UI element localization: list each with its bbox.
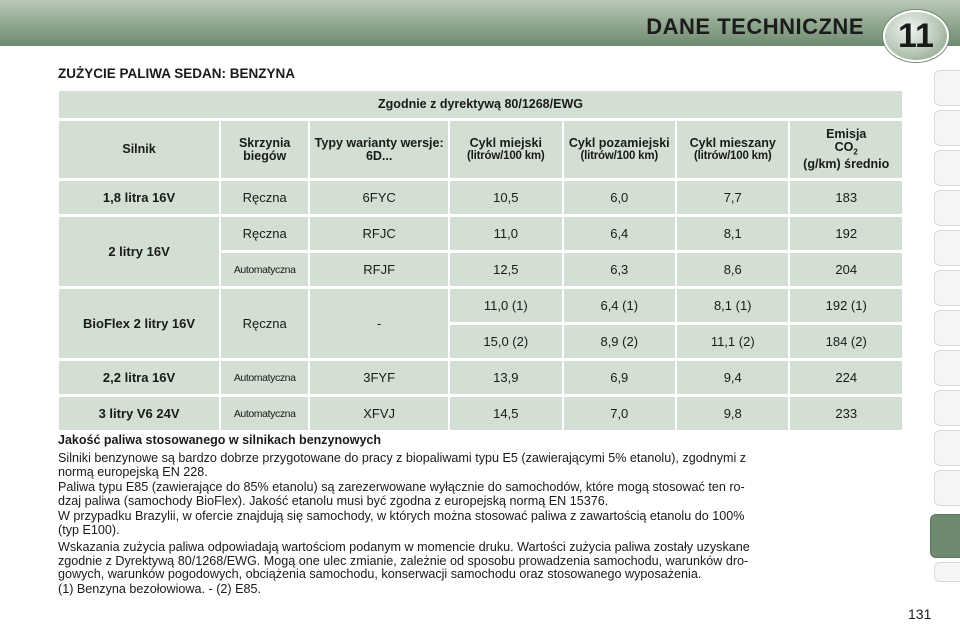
table-header-row [59, 121, 902, 178]
co2-cell: 233 [790, 397, 902, 430]
variant-cell: XFVJ [310, 397, 448, 430]
paragraph-brazil: W przypadku Brazylii, w ofercie znajdują się samochody, w których można stosować paliwa z zawartością etanolu do 100% (typ E100). [58, 509, 745, 537]
section-title: ZUŻYCIE PALIWA SEDAN: BENZYNA [58, 66, 296, 81]
combined-cell: 9,8 [677, 397, 788, 430]
combined-cell: 8,1 [677, 217, 788, 250]
paragraph-e85: Paliwa typu E85 (zawierające do 85% etanolu) są zarezerwowane wyłącznie do samochodów, które mogą stosować ten ro- dzaj paliwa (samochody BioFlex). Jakość etanolu musi być zgodna z europejską normą EN 15376. [58, 480, 745, 508]
index-tab[interactable] [934, 270, 960, 306]
extra-urban-cell: 6,4 (1) [564, 289, 675, 322]
urban-cell: 11,0 [450, 217, 561, 250]
table-row [59, 397, 902, 430]
index-tab[interactable] [934, 390, 960, 426]
extra-urban-cell: 6,0 [564, 181, 675, 214]
gearbox-cell: Automatyczna [221, 361, 308, 394]
index-tab[interactable] [934, 310, 960, 346]
combined-cell: 7,7 [677, 181, 788, 214]
extra-urban-cell: 8,9 (2) [564, 325, 675, 358]
column-header-variants: Typy warianty wersje: 6D... [310, 121, 448, 178]
page-number: 131 [908, 606, 932, 622]
column-header-emission: Emisja $CO_2$ (g/km) średnio [790, 121, 902, 178]
engine-cell: 2 litry 16V [59, 217, 219, 286]
urban-cell: 10,5 [450, 181, 561, 214]
index-tab[interactable] [934, 350, 960, 386]
index-tab[interactable] [934, 110, 960, 146]
index-tab[interactable] [934, 470, 960, 506]
variant-cell: - [310, 289, 448, 358]
index-tab[interactable] [934, 562, 960, 582]
co2-cell: 204 [790, 253, 902, 286]
footnote: (1) Benzyna bezołowiowa. - (2) E85. [58, 582, 261, 596]
column-header-extra-urban: Cykl pozamiejski (litrów/100 km) [564, 121, 675, 178]
combined-cell: 8,6 [677, 253, 788, 286]
unit-label: (litrów/100 km) [467, 149, 545, 162]
index-tab[interactable] [934, 230, 960, 266]
co2-cell: 224 [790, 361, 902, 394]
column-header-urban: Cykl miejski (litrów/100 km) [450, 121, 561, 178]
urban-cell: 11,0 (1) [450, 289, 561, 322]
urban-cell: 15,0 (2) [450, 325, 561, 358]
variant-cell: 6FYC [310, 181, 448, 214]
unit-label: (litrów/100 km) [693, 149, 772, 162]
extra-urban-cell: 6,3 [564, 253, 675, 286]
paragraph-consumption-note: Wskazania zużycia paliwa odpowiadają wartościom podanym w momencie druku. Wartości zużycia paliwa zostały uzyskane zgodnie z Dyrektywą 80/1268/EWG. Mogą one ulec zmianie, zależnie od sposobu prowadzenia samochodu, warunków dro- gowych, warunków pogodowych, obciążenia samochodu, konserwacji samochodu oraz stosowanego wyposażenia. [58, 540, 750, 582]
table-row [59, 181, 902, 214]
chapter-number-badge: 11 [883, 10, 949, 62]
combined-cell: 9,4 [677, 361, 788, 394]
fuel-quality-heading: Jakość paliwa stosowanego w silnikach benzynowych [58, 433, 382, 447]
variant-cell: RFJF [310, 253, 448, 286]
index-tab[interactable] [934, 190, 960, 226]
variant-cell: 3FYF [310, 361, 448, 394]
chapter-title: DANE TECHNICZNE [646, 14, 864, 39]
co2-cell: 192 (1) [790, 289, 902, 322]
chapter-index-tabs [932, 62, 960, 582]
combined-cell: 11,1 (2) [677, 325, 788, 358]
index-tab-active[interactable] [930, 514, 960, 558]
extra-urban-cell: 7,0 [564, 397, 675, 430]
paragraph-e5: Silniki benzynowe są bardzo dobrze przygotowane do pracy z biopaliwami typu E5 (zawierającymi 5% etanolu), zgodnymi z normą europejską EN 228. [58, 451, 747, 479]
engine-cell: 3 litry V6 24V [59, 397, 219, 430]
index-tab[interactable] [934, 70, 960, 106]
unit-label: (litrów/100 km) [580, 149, 659, 162]
gearbox-cell: Ręczna [221, 181, 308, 214]
column-header-engine: Silnik [59, 121, 219, 178]
gearbox-cell: Ręczna [221, 289, 308, 358]
variant-cell: RFJC [310, 217, 448, 250]
engine-cell: BioFlex 2 litry 16V [59, 289, 219, 358]
co2-cell: 183 [790, 181, 902, 214]
urban-cell: 14,5 [450, 397, 561, 430]
table-directive-row [59, 91, 902, 118]
extra-urban-cell: 6,9 [564, 361, 675, 394]
directive-header: Zgodnie z dyrektywą 80/1268/EWG [59, 91, 902, 118]
urban-cell: 12,5 [450, 253, 561, 286]
fuel-consumption-table [57, 88, 904, 433]
table-row [59, 361, 902, 394]
column-header-gearbox: Skrzynia biegów [221, 121, 308, 178]
co2-cell: 192 [790, 217, 902, 250]
column-header-combined: Cykl mieszany (litrów/100 km) [677, 121, 788, 178]
extra-urban-cell: 6,4 [564, 217, 675, 250]
urban-cell: 13,9 [450, 361, 561, 394]
gearbox-cell: Automatyczna [221, 253, 308, 286]
table-row [59, 217, 902, 250]
engine-cell: 1,8 litra 16V [59, 181, 219, 214]
gearbox-cell: Automatyczna [221, 397, 308, 430]
gearbox-cell: Ręczna [221, 217, 308, 250]
index-tab[interactable] [934, 150, 960, 186]
table-row [59, 289, 902, 322]
co2-cell: 184 (2) [790, 325, 902, 358]
engine-cell: 2,2 litra 16V [59, 361, 219, 394]
combined-cell: 8,1 (1) [677, 289, 788, 322]
index-tab[interactable] [934, 430, 960, 466]
